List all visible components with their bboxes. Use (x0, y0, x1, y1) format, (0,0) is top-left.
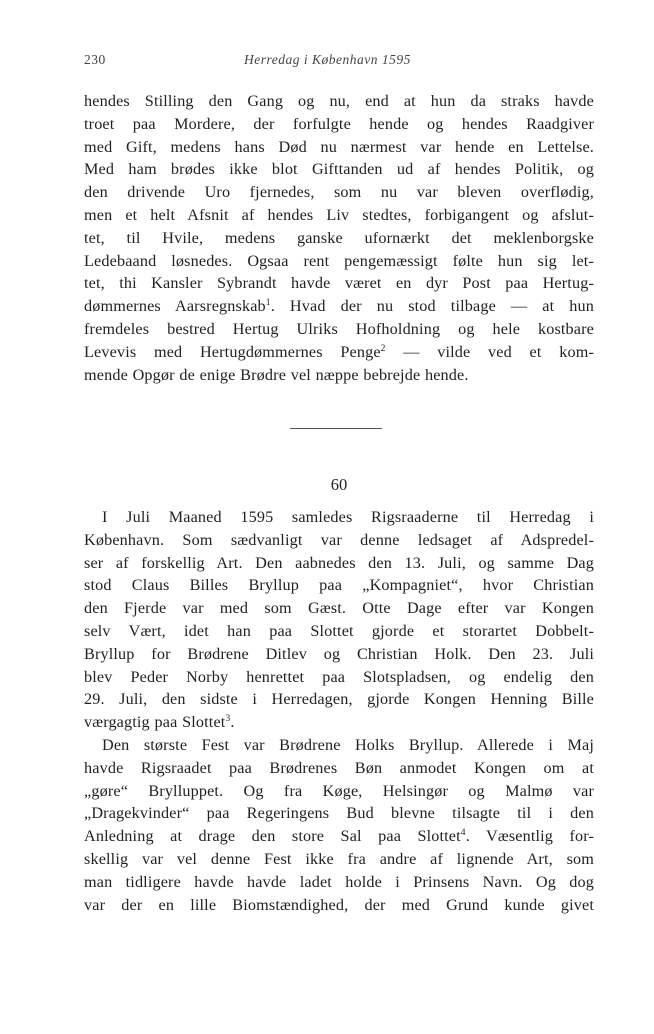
text-line: „Dragekvinder“ paa Regeringens Bud blevne tilsagte til i den (84, 804, 594, 823)
text-fragment: Anledning at drage den store Sal paa Slottet (84, 827, 461, 846)
text-line: Bryllup for Brødrene Ditlev og Christian Holk. Den 23. Juli (84, 644, 594, 663)
text-line: blev Peder Norby henrettet paa Slotspladsen, og endelig den (84, 667, 594, 686)
text-line: hendes Stilling den Gang og nu, end at hun da straks havde (84, 92, 594, 110)
text-fragment: . Hvad der nu stod tilbage — at hun (270, 297, 594, 316)
text-line: mende Opgør de enige Brødre vel næppe bebrejde hende. (84, 365, 469, 384)
text-line: Med ham brødes ikke blot Gifttanden ud af hendes Politik, og (84, 160, 594, 179)
page-number: 230 (84, 52, 106, 67)
footnote-marker: 1 (265, 298, 271, 309)
running-head (84, 52, 594, 72)
text-line: København. Som sædvanligt var denne ledsaget af Adspredel- (84, 530, 594, 549)
text-line: fremdeles bestred Hertug Ulriks Hofholdning og hele kostbare (84, 319, 594, 338)
text-line: var der en lille Biomstændighed, der med Grund kunde givet (84, 895, 594, 914)
text-line: den Fjerde var med som Gæst. Otte Dage efter var Kongen (84, 599, 594, 618)
text-fragment: — vilde ved et kom- (385, 342, 594, 361)
text-line: ser af forskellig Art. Den aabnedes den 13. Juli, og samme Dag (84, 553, 594, 572)
text-line (84, 711, 594, 734)
text-fragment: Levevis med Hertugdømmernes Penge (84, 342, 381, 361)
text-line: selv Vært, idet han paa Slottet gjorde et storartet Dobbelt- (84, 621, 594, 640)
text-fragment: dømmernes Aarsregnskab (84, 297, 266, 316)
text-line: skellig var vel denne Fest ikke fra andre af lignende Art, som (84, 849, 594, 868)
text-line: den drivende Uro fjernedes, som nu var bleven overflødig, (84, 183, 594, 202)
text-line: man tidligere havde havde ladet holde i Prinsens Navn. Og dog (84, 872, 594, 891)
paragraph (84, 506, 594, 734)
text-line (84, 341, 594, 364)
text-fragment: . Væsentlig for- (465, 827, 595, 846)
footnote-marker: 4 (460, 828, 466, 839)
section-divider (290, 428, 382, 429)
text-line: med Gift, medens hans Død nu nærmest var hende en Lettelse. (84, 137, 594, 156)
paragraph-continuation (84, 90, 594, 386)
text-line: men et helt Afsnit af hendes Liv stedtes, forbigangent og afslut- (84, 205, 594, 224)
text-line: Den største Fest var Brødrene Holks Bryllup. Allerede i Maj (102, 736, 594, 754)
text-line (84, 295, 594, 318)
text-line: stod Claus Billes Bryllup paa „Kompagniet“, hvor Christian (84, 576, 594, 595)
text-line (84, 825, 594, 848)
text-line: troet paa Mordere, der forfulgte hende og hendes Raadgiver (84, 114, 594, 133)
footnote-marker: 3 (225, 714, 231, 725)
text-line: tet, til Hvile, medens ganske ufornærkt det meklenborgske (84, 228, 594, 247)
text-fragment: . (230, 713, 235, 732)
paragraph (84, 734, 594, 916)
text-line: havde Rigsraadet paa Brødrenes Bøn anmodet Kongen om at (84, 758, 594, 777)
text-line: „gøre“ Brylluppet. Og fra Køge, Helsingør og Malmø var (84, 781, 594, 800)
text-line: Ledebaand løsnedes. Ogsaa rent pengemæssigt følte hun sig let- (84, 251, 594, 270)
footnote-marker: 2 (380, 343, 386, 354)
section-number: 60 (330, 475, 348, 494)
text-line: tet, thi Kansler Sybrandt havde været en dyr Post paa Hertug- (84, 274, 594, 293)
text-line: I Juli Maaned 1595 samledes Rigsraaderne til Herredag i (102, 508, 594, 526)
text-line: 29. Juli, den sidste i Herredagen, gjorde Kongen Henning Bille (84, 690, 594, 709)
running-title: Herredag i København 1595 (244, 52, 411, 67)
text-fragment: værgagtig paa Slottet (84, 713, 226, 732)
